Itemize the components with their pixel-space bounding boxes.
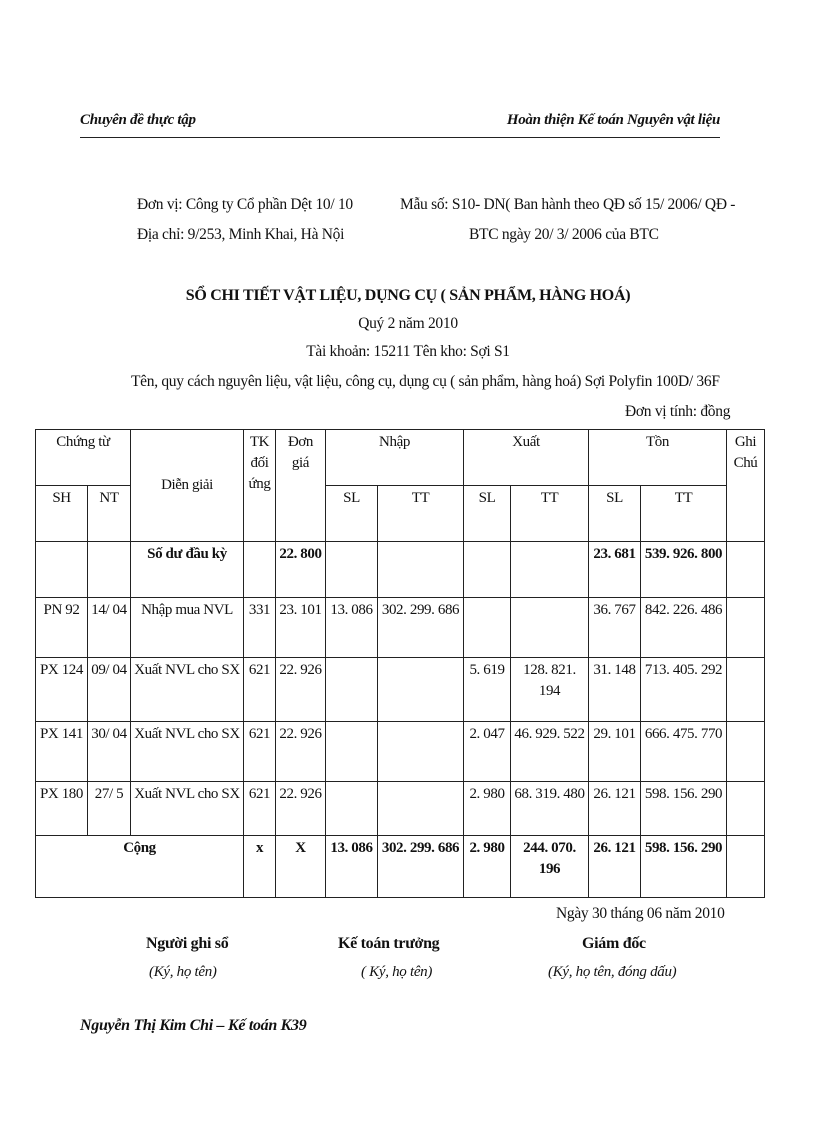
total-stock-sl: 26. 121 — [589, 836, 641, 898]
row-note — [727, 658, 765, 722]
row-desc: Nhập mua NVL — [131, 598, 244, 658]
account-info: Tài khoản: 15211 Tên kho: Sợi S1 — [306, 343, 510, 360]
row-price: 22. 926 — [276, 782, 326, 836]
row-stock-tt: 598. 156. 290 — [641, 782, 727, 836]
col-in-sl: SL — [326, 486, 378, 542]
header-left: Chuyên đề thực tập — [80, 112, 196, 128]
total-label: Cộng — [36, 836, 244, 898]
table-row — [36, 658, 765, 722]
row-price: 22. 926 — [276, 658, 326, 722]
row-note — [727, 722, 765, 782]
row-stock-tt: 842. 226. 486 — [641, 598, 727, 658]
chief-accountant-title: Kế toán trưởng — [338, 935, 440, 952]
document-title: SỔ CHI TIẾT VẬT LIỆU, DỤNG CỤ ( SẢN PHẨM, HÀNG HOÁ) — [185, 287, 631, 304]
row-desc: Xuất NVL cho SX — [131, 782, 244, 836]
row-nt: 14/ 04 — [88, 598, 131, 658]
opening-label: Số dư đầu kỳ — [131, 542, 244, 598]
col-stock-tt: TT — [641, 486, 727, 542]
row-in-tt — [378, 722, 464, 782]
opening-balance-row — [36, 542, 765, 598]
signature-date: Ngày 30 tháng 06 năm 2010 — [556, 905, 725, 922]
col-nt: NT — [88, 486, 131, 542]
row-out-sl: 2. 047 — [464, 722, 511, 782]
period: Quý 2 năm 2010 — [358, 315, 458, 332]
row-stock-sl: 29. 101 — [589, 722, 641, 782]
row-desc: Xuất NVL cho SX — [131, 658, 244, 722]
row-in-sl — [326, 782, 378, 836]
row-nt: 09/ 04 — [88, 658, 131, 722]
row-out-sl: 2. 980 — [464, 782, 511, 836]
form-code-line2: BTC ngày 20/ 3/ 2006 của BTC — [469, 226, 659, 243]
row-in-sl — [326, 722, 378, 782]
row-out-sl — [464, 598, 511, 658]
row-stock-tt: 713. 405. 292 — [641, 658, 727, 722]
col-in: Nhập — [326, 430, 464, 486]
col-out-tt: TT — [511, 486, 589, 542]
col-unit-price: Đơn giá — [276, 430, 326, 542]
row-tk: 331 — [244, 598, 276, 658]
row-out-tt: 46. 929. 522 — [511, 722, 589, 782]
row-stock-tt: 666. 475. 770 — [641, 722, 727, 782]
director-title: Giám đốc — [582, 935, 646, 952]
col-out: Xuất — [464, 430, 589, 486]
total-row — [36, 836, 765, 898]
row-tk: 621 — [244, 658, 276, 722]
row-in-tt — [378, 658, 464, 722]
table-row — [36, 782, 765, 836]
company-address: Địa chỉ: 9/253, Minh Khai, Hà Nội — [137, 226, 345, 243]
row-sh: PX 124 — [36, 658, 88, 722]
row-sh: PX 141 — [36, 722, 88, 782]
row-desc: Xuất NVL cho SX — [131, 722, 244, 782]
header-right: Hoàn thiện Kế toán Nguyên vật liệu — [506, 112, 720, 128]
row-out-tt — [511, 598, 589, 658]
opening-stock-tt: 539. 926. 800 — [641, 542, 727, 598]
col-tk: TK đối ứng — [244, 430, 276, 542]
material-spec: Tên, quy cách nguyên liệu, vật liệu, công cụ, dụng cụ ( sản phẩm, hàng hoá) Sợi Polyfin 100D/ 36F — [131, 373, 720, 390]
col-in-tt: TT — [378, 486, 464, 542]
currency-unit: Đơn vị tính: đồng — [625, 403, 731, 420]
total-in-sl: 13. 086 — [326, 836, 378, 898]
director-subtitle: (Ký, họ tên, đóng dấu) — [548, 964, 677, 980]
col-stock: Tồn — [589, 430, 727, 486]
recorder-subtitle: (Ký, họ tên) — [149, 964, 217, 980]
row-price: 23. 101 — [276, 598, 326, 658]
opening-stock-sl: 23. 681 — [589, 542, 641, 598]
row-in-tt: 302. 299. 686 — [378, 598, 464, 658]
header-divider — [80, 137, 720, 138]
total-out-sl: 2. 980 — [464, 836, 511, 898]
col-note: Ghi Chú — [727, 430, 765, 542]
row-sh: PN 92 — [36, 598, 88, 658]
col-sh: SH — [36, 486, 88, 542]
row-out-tt: 68. 319. 480 — [511, 782, 589, 836]
row-out-sl: 5. 619 — [464, 658, 511, 722]
total-price: X — [276, 836, 326, 898]
col-out-sl: SL — [464, 486, 511, 542]
col-voucher: Chứng từ — [36, 430, 131, 486]
total-out-tt: 244. 070. 196 — [511, 836, 589, 898]
row-nt: 30/ 04 — [88, 722, 131, 782]
total-stock-tt: 598. 156. 290 — [641, 836, 727, 898]
ledger-table — [35, 429, 765, 898]
row-stock-sl: 36. 767 — [589, 598, 641, 658]
total-tk: x — [244, 836, 276, 898]
table-row — [36, 598, 765, 658]
footer-author: Nguyễn Thị Kim Chi – Kế toán K39 — [80, 1017, 307, 1034]
row-tk: 621 — [244, 722, 276, 782]
opening-price: 22. 800 — [276, 542, 326, 598]
form-code-line1: Mẫu số: S10- DN( Ban hành theo QĐ số 15/ 2006/ QĐ - — [400, 196, 736, 213]
row-in-sl: 13. 086 — [326, 598, 378, 658]
row-price: 22. 926 — [276, 722, 326, 782]
recorder-title: Người ghi sổ — [146, 935, 229, 952]
table-row — [36, 722, 765, 782]
chief-accountant-subtitle: ( Ký, họ tên) — [361, 964, 433, 980]
row-note — [727, 782, 765, 836]
col-stock-sl: SL — [589, 486, 641, 542]
company-name: Đơn vị: Công ty Cổ phần Dệt 10/ 10 — [137, 196, 353, 213]
row-in-tt — [378, 782, 464, 836]
row-stock-sl: 26. 121 — [589, 782, 641, 836]
row-stock-sl: 31. 148 — [589, 658, 641, 722]
row-note — [727, 598, 765, 658]
row-sh: PX 180 — [36, 782, 88, 836]
row-tk: 621 — [244, 782, 276, 836]
total-note — [727, 836, 765, 898]
row-nt: 27/ 5 — [88, 782, 131, 836]
row-out-tt: 128. 821. 194 — [511, 658, 589, 722]
row-in-sl — [326, 658, 378, 722]
total-in-tt: 302. 299. 686 — [378, 836, 464, 898]
col-description: Diễn giải — [131, 430, 244, 542]
